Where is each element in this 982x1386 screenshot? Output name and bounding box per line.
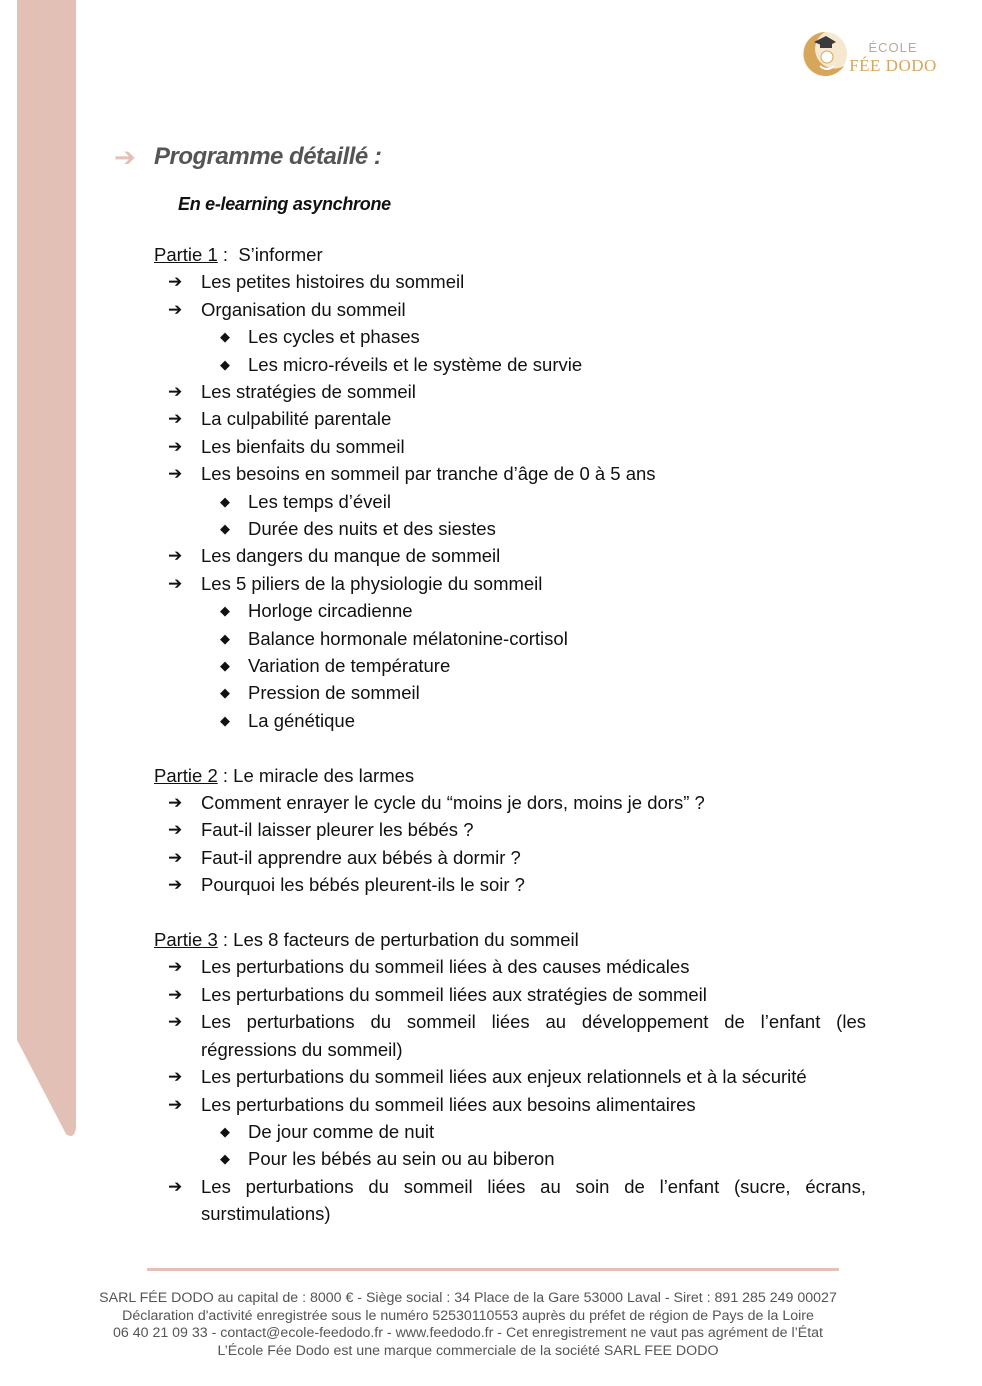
list-item-text: Organisation du sommeil <box>201 298 406 320</box>
sub-list-item <box>154 488 866 515</box>
sub-list-item <box>154 707 866 734</box>
part-title-text: : Les 8 facteurs de perturbation du sommeil <box>217 929 579 951</box>
list-item <box>154 570 866 597</box>
list-item <box>154 433 866 460</box>
arrow-icon: ➔ <box>168 546 183 566</box>
list-item-text: Les stratégies de sommeil <box>201 381 416 403</box>
part-label: Partie 2 <box>154 764 218 786</box>
arrow-icon: ➔ <box>168 573 183 593</box>
diamond-bullet-icon: ◆ <box>220 630 230 646</box>
list-item-text: Les perturbations du sommeil liées aux besoins alimentaires <box>201 1093 696 1115</box>
diamond-bullet-icon: ◆ <box>220 356 230 372</box>
sub-list-item-text: Balance hormonale mélatonine-cortisol <box>248 627 568 649</box>
sub-list-item <box>154 679 866 706</box>
diamond-bullet-icon: ◆ <box>220 1123 230 1139</box>
list-item <box>154 844 866 871</box>
decorative-ribbon <box>0 0 80 1140</box>
list-item <box>154 981 866 1008</box>
sub-list-item <box>154 597 866 624</box>
arrow-icon: ➔ <box>168 382 183 402</box>
list-item <box>154 1008 866 1063</box>
sub-list-item-text: Les micro-réveils et le système de survie <box>248 353 583 375</box>
part-title-text: : Le miracle des larmes <box>217 764 415 786</box>
sub-list-item <box>154 323 866 350</box>
footer-divider <box>147 1268 839 1271</box>
footer-line: SARL FÉE DODO au capital de : 8000 € - Siège social : 34 Place de la Gare 53000 Laval - Siret : 891 285 249 00027 <box>99 1290 837 1306</box>
arrow-icon: ➔ <box>168 464 183 484</box>
arrow-icon: ➔ <box>168 436 183 456</box>
sub-list-item-text: Horloge circadienne <box>248 600 413 622</box>
part-label: Partie 1 <box>154 244 218 265</box>
part-title-text: : S’informer <box>217 244 323 265</box>
arrow-icon: ➔ <box>168 1067 183 1087</box>
diamond-bullet-icon: ◆ <box>220 521 230 537</box>
diamond-bullet-icon: ◆ <box>220 712 230 728</box>
list-item <box>154 296 866 323</box>
subtitle: En e-learning asynchrone <box>178 194 391 214</box>
sub-list-item <box>154 625 866 652</box>
sub-list-item-text: La génétique <box>248 709 355 731</box>
list-item <box>154 1063 866 1090</box>
arrow-icon: ➔ <box>168 1094 183 1114</box>
list-item <box>154 460 866 487</box>
sub-list-item <box>154 515 866 542</box>
list-item <box>154 1091 866 1118</box>
footer-line: L’École Fée Dodo est une marque commerciale de la société SARL FEE DODO <box>217 1342 719 1359</box>
list-item-text: Pourquoi les bébés pleurent-ils le soir ? <box>201 874 525 896</box>
logo-wordmark <box>848 40 938 76</box>
list-item-text: Les perturbations du sommeil liées aux enjeux relationnels et à la sécurité <box>201 1066 807 1088</box>
list-item <box>154 405 866 432</box>
list-item-text: Comment enrayer le cycle du “moins je dors, moins je dors” ? <box>201 792 705 814</box>
sub-list-item-text: Pression de sommeil <box>248 682 420 704</box>
list-item-text: Les perturbations du sommeil liées au développement de l’enfant (les régressions du sommeil) <box>201 1011 866 1060</box>
sub-list-item-text: Variation de température <box>248 655 451 677</box>
footer-line: 06 40 21 09 33 - contact@ecole-feedodo.fr - www.feedodo.fr - Cet enregistrement ne vaut pas agrément de l’État <box>113 1325 823 1342</box>
footer-line: Déclaration d'activité enregistrée sous le numéro 52530110553 auprès du préfet de région de Pays de la Loire <box>122 1307 814 1324</box>
sub-list-item-text: Pour les bébés au sein ou au biberon <box>248 1148 555 1170</box>
arrow-icon: ➔ <box>168 1176 183 1196</box>
spacer <box>154 734 866 761</box>
page-title: Programme détaillé : <box>154 143 382 170</box>
list-item-text: Faut-il laisser pleurer les bébés ? <box>201 819 474 841</box>
list-item-text: Les besoins en sommeil par tranche d’âge de 0 à 5 ans <box>201 463 656 485</box>
diamond-bullet-icon: ◆ <box>220 493 230 509</box>
diamond-bullet-icon: ◆ <box>220 1151 230 1167</box>
sub-list-item-text: Les cycles et phases <box>248 326 420 348</box>
arrow-icon: ➔ <box>168 847 183 867</box>
arrow-icon: ➔ <box>168 984 183 1004</box>
list-item <box>154 1173 866 1228</box>
list-item <box>154 542 866 569</box>
list-item <box>154 871 866 898</box>
program-heading <box>114 140 381 174</box>
list-item-text: Les perturbations du sommeil liées aux stratégies de sommeil <box>201 983 707 1005</box>
list-item-text: Les perturbations du sommeil liées au soin de l’enfant (sucre, écrans, surstimulations) <box>201 1175 866 1225</box>
part-heading <box>154 926 866 953</box>
arrow-icon: ➔ <box>168 299 183 319</box>
diamond-bullet-icon: ◆ <box>220 603 230 619</box>
arrow-icon: ➔ <box>168 272 183 292</box>
sub-list-item <box>154 1145 866 1172</box>
sub-list-item-text: Durée des nuits et des siestes <box>248 518 496 540</box>
sub-list-item <box>154 1118 866 1145</box>
part-label: Partie 3 <box>154 929 218 951</box>
arrow-icon: ➔ <box>168 793 183 813</box>
sub-list-item-text: Les temps d’éveil <box>248 490 391 512</box>
arrow-icon: ➔ <box>168 409 183 429</box>
sub-list-item <box>154 351 866 378</box>
diamond-bullet-icon: ◆ <box>220 329 230 345</box>
list-item-text: Les perturbations du sommeil liées à des causes médicales <box>201 956 690 978</box>
list-item-text: Les 5 piliers de la physiologie du sommeil <box>201 572 543 594</box>
list-item-text: Faut-il apprendre aux bébés à dormir ? <box>201 846 521 868</box>
logo-bottom-text: FÉE DODO <box>849 56 937 75</box>
list-item <box>154 268 866 295</box>
list-item <box>154 378 866 405</box>
list-item <box>154 789 866 816</box>
sub-list-item-text: De jour comme de nuit <box>248 1120 435 1142</box>
heading-arrow-icon: ➔ <box>114 141 136 172</box>
diamond-bullet-icon: ◆ <box>220 685 230 701</box>
arrow-icon: ➔ <box>168 957 183 977</box>
list-item-text: Les bienfaits du sommeil <box>201 435 405 457</box>
part-heading <box>154 241 866 268</box>
arrow-icon: ➔ <box>168 820 183 840</box>
diamond-bullet-icon: ◆ <box>220 658 230 674</box>
list-item <box>154 816 866 843</box>
program-content <box>154 241 866 1228</box>
list-item-text: Les dangers du manque de sommeil <box>201 545 501 567</box>
list-item <box>154 953 866 980</box>
sub-list-item <box>154 652 866 679</box>
list-item-text: La culpabilité parentale <box>201 408 392 430</box>
footer <box>60 1290 876 1360</box>
spacer <box>154 899 866 926</box>
list-item-text: Les petites histoires du sommeil <box>201 271 465 293</box>
arrow-icon: ➔ <box>168 1012 183 1032</box>
arrow-icon: ➔ <box>168 875 183 895</box>
part-heading <box>154 762 866 789</box>
logo-top-text: ÉCOLE <box>868 40 918 55</box>
